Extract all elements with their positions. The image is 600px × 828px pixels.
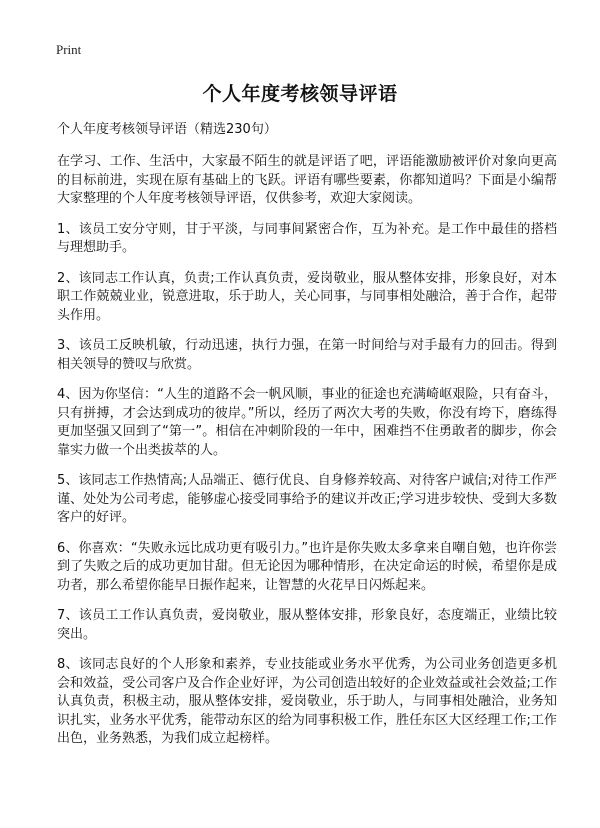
comment-paragraph-1: 1、该员工安分守则，甘于平淡，与同事间紧密合作，互为补充。是工作中最佳的搭档与理想助手。 (57, 221, 557, 255)
comment-paragraph-5: 5、该同志工作热情高;人品端正、德行优良、自身修养较高、对待客户诚信;对待工作严谨、处处为公司考虑，能够虚心接受同事给予的建议并改正;学习进步较快、受到大多数客户的好评。 (57, 473, 557, 525)
document-subtitle: 个人年度考核领导评语（精选230句） (57, 122, 277, 137)
page-title: 个人年度考核领导评语 (202, 83, 398, 105)
document-body (57, 120, 557, 761)
comment-paragraph-4: 4、因为你坚信：“人生的道路不会一帆风顺，事业的征途也充满崎岖艰险，只有奋斗，只有拼搏，才会达到成功的彼岸。”所以，经历了两次大考的失败，你没有垮下，磨练得更加坚强又回到了“第一”。相信在冲刺阶段的一年中，困难挡不住勇敢者的脚步，你会靠实力做一个出类拔萃的人。 (57, 387, 557, 458)
comment-paragraph-8: 8、该同志良好的个人形象和素养，专业技能或业务水平优秀，为公司业务创造更多机会和效益，受公司客户及合作企业好评，为公司创造出较好的企业效益或社会效益;工作认真负责，积极主动，服从整体安排，爱岗敬业，乐于助人，与同事相处融洽，业务知识扎实，业务水平优秀，能带动东区的给为同事积极工作，胜任东区大区经理工作;工作出色，业务熟悉，为我们成立起榜样。 (57, 657, 557, 746)
comment-paragraph-7: 7、该员工工作认真负责，爱岗敬业，服从整体安排，形象良好，态度端正，业绩比较突出。 (57, 608, 557, 642)
comment-paragraph-2: 2、该同志工作认真，负责;工作认真负责，爱岗敬业，服从整体安排，形象良好，对本职工作兢兢业业，锐意进取，乐于助人，关心同事，与同事相处融洽，善于合作，起带头作用。 (57, 270, 557, 323)
intro-paragraph: 在学习、工作、生活中，大家最不陌生的就是评语了吧，评语能激励被评价对象向更高的目标前进，实现在原有基础上的飞跃。评语有哪些要素，你都知道吗？下面是小编帮大家整理的个人年度考核领导评语，仅供参考，欢迎大家阅读。 (57, 154, 557, 206)
comment-paragraph-3: 3、该员工反映机敏，行动迅速，执行力强，在第一时间给与对手最有力的回击。得到相关领导的赞叹与欣赏。 (57, 338, 557, 372)
comment-paragraph-6: 6、你喜欢：“失败永远比成功更有吸引力。”也许是你失败太多拿来自嘲自勉，也许你尝到了失败之后的成功更加甘甜。但无论因为哪种情形，在决定命运的时候，希望你是成功者，那么希望你能早日振作起来，让智慧的火花早日闪烁起来。 (57, 540, 557, 593)
print-link[interactable]: Print (56, 42, 82, 57)
